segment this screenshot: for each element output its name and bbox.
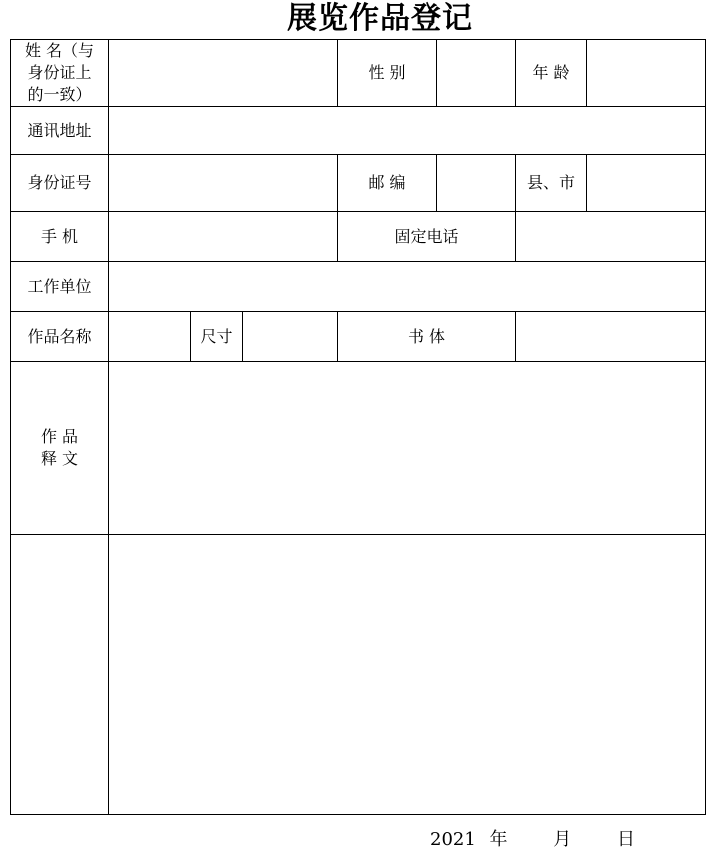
- mobile-field[interactable]: [109, 212, 338, 262]
- date-line: [430, 826, 635, 854]
- year-value: 2021: [430, 829, 476, 850]
- work-unit-field[interactable]: [109, 262, 706, 312]
- work-title-label: 作品名称: [11, 312, 109, 362]
- landline-field[interactable]: [516, 212, 706, 262]
- name-label: 姓 名（与 身份证上 的一致）: [11, 40, 109, 107]
- work-unit-label: 工作单位: [11, 262, 109, 312]
- month-unit: 月: [553, 829, 572, 850]
- year-unit: 年: [489, 829, 508, 850]
- county-city-label: 县、市: [516, 155, 587, 212]
- landline-label: 固定电话: [338, 212, 516, 262]
- extra-label-cell: [11, 535, 109, 815]
- extra-content-field[interactable]: [109, 535, 706, 815]
- gender-label: 性 别: [338, 40, 437, 107]
- id-number-label: 身份证号: [11, 155, 109, 212]
- postcode-field[interactable]: [437, 155, 516, 212]
- id-number-field[interactable]: [109, 155, 338, 212]
- county-city-field[interactable]: [587, 155, 706, 212]
- address-label: 通讯地址: [11, 107, 109, 155]
- work-title-field[interactable]: [109, 312, 191, 362]
- script-style-field[interactable]: [516, 312, 706, 362]
- page-title: 展览作品登记: [287, 1, 473, 36]
- work-text-label: 作 品 释 文: [11, 362, 109, 535]
- script-style-label: 书 体: [338, 312, 516, 362]
- work-text-field[interactable]: [109, 362, 706, 535]
- mobile-label: 手 机: [11, 212, 109, 262]
- size-label: 尺寸: [191, 312, 243, 362]
- day-unit: 日: [617, 829, 636, 850]
- registration-form: [10, 39, 706, 815]
- age-field[interactable]: [587, 40, 706, 107]
- name-field[interactable]: [109, 40, 338, 107]
- age-label: 年 龄: [516, 40, 587, 107]
- gender-field[interactable]: [437, 40, 516, 107]
- postcode-label: 邮 编: [338, 155, 437, 212]
- size-field[interactable]: [243, 312, 338, 362]
- address-field[interactable]: [109, 107, 706, 155]
